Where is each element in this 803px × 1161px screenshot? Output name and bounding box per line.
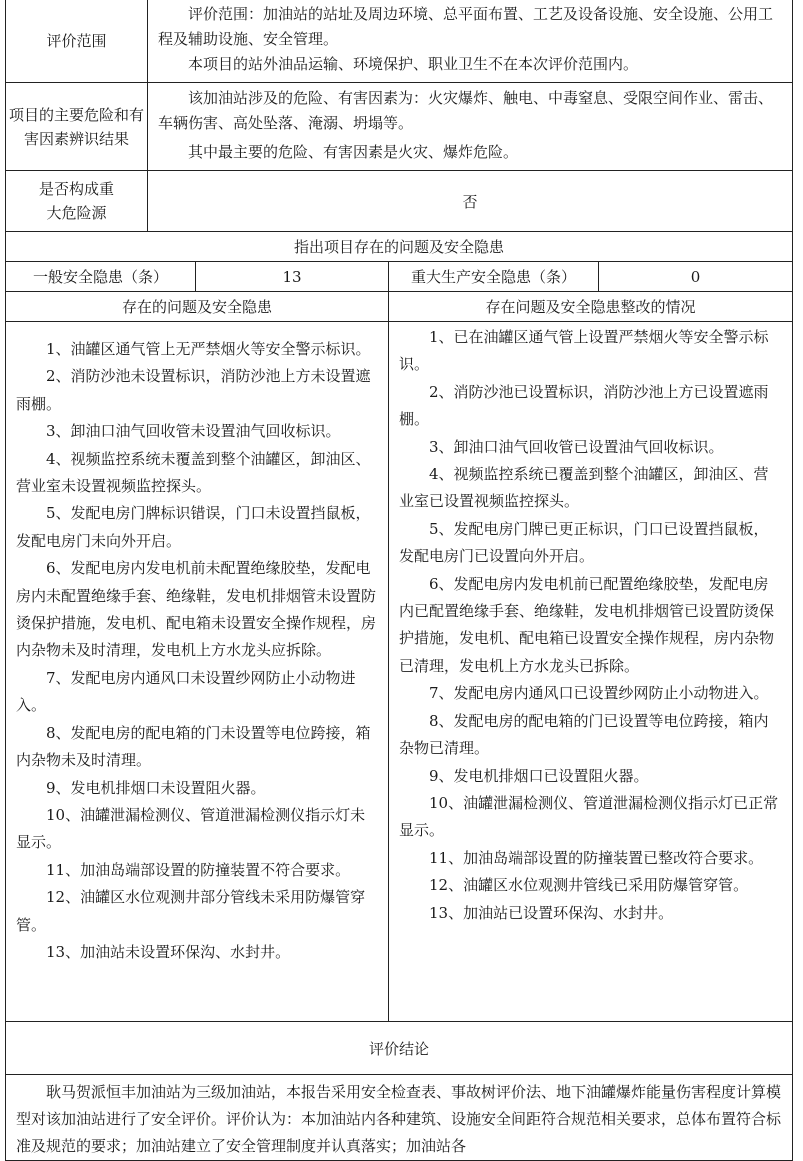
general-hazard-label: 一般安全隐患（条） [6, 262, 196, 292]
general-hazard-count: 13 [196, 262, 389, 292]
scope-row [6, 0, 793, 83]
problem-item: 2、消防沙池未设置标识，消防沙池上方未设置遮雨棚。 [16, 367, 371, 413]
counts-row [6, 262, 793, 292]
conclusion-header-row [6, 1022, 793, 1075]
problem-item: 1、油罐区通气管上无严禁烟火等安全警示标识。 [46, 340, 371, 358]
rectification-item: 13、加油站已设置环保沟、水封井。 [429, 903, 674, 922]
columns-header-row [6, 292, 793, 322]
scope-paragraph-2: 本项目的站外油品运输、环境保护、职业卫生不在本次评价范围内。 [188, 55, 639, 73]
rectification-item: 12、油罐区水位观测井管线已采用防爆管穿管。 [429, 876, 749, 895]
conclusion-header: 评价结论 [6, 1022, 793, 1075]
rectifications-list [389, 322, 793, 1022]
issues-title: 指出项目存在的问题及安全隐患 [6, 232, 793, 262]
rectification-item: 5、发配电房门牌已更正标识，门口已设置挡鼠板，发配电房门已设置向外开启。 [399, 519, 769, 566]
scope-paragraph-1: 评价范围：加油站的站址及周边环境、总平面布置、工艺及设备设施、安全设施、公用工程及辅助设施、安全管理。 [158, 5, 774, 48]
major-hazard-label: 是否构成重大危险源 [6, 171, 148, 232]
major-hazard-count: 0 [599, 262, 793, 292]
problems-header: 存在的问题及安全隐患 [6, 292, 389, 322]
rectification-item: 8、发配电房的配电箱的门已设置等电位跨接，箱内杂物已清理。 [399, 711, 769, 758]
rectification-item: 9、发电机排烟口已设置阻火器。 [429, 766, 649, 785]
problem-item: 3、卸油口油气回收管未设置油气回收标识。 [46, 422, 341, 441]
major-hazard-count-label: 重大生产安全隐患（条） [389, 262, 599, 292]
problem-item: 12、油罐区水位观测井部分管线未采用防爆管穿管。 [16, 888, 366, 934]
problem-item: 10、油罐泄漏检测仪、管道泄漏检测仪指示灯未显示。 [16, 805, 366, 852]
rectification-item: 2、消防沙池已设置标识，消防沙池上方已设置遮雨棚。 [399, 382, 769, 429]
rectification-item: 10、油罐泄漏检测仪、管道泄漏检测仪指示灯已正常显示。 [399, 793, 779, 840]
hazards-label: 项目的主要危险和有害因素辨识结果 [6, 83, 148, 171]
hazards-content [148, 83, 793, 171]
problem-item: 9、发电机排烟口未设置阻火器。 [46, 778, 266, 797]
conclusion-content [6, 1075, 793, 1161]
problem-item: 13、加油站未设置环保沟、水封井。 [46, 942, 291, 961]
problem-item: 4、视频监控系统未覆盖到整个油罐区，卸油区、营业室未设置视频监控探头。 [16, 449, 371, 496]
hazards-row [6, 83, 793, 171]
rectification-item: 6、发配电房内发电机前已配置绝缘胶垫，发配电房内已配置绝缘手套、绝缘鞋，发电机排烟管已设置防烫保护措施，发电机、配电箱已设置安全操作规程，房内杂物已清理，发电机上方水龙头已拆除。 [399, 574, 775, 675]
major-hazard-row [6, 171, 793, 232]
problem-item: 5、发配电房门牌标识错误，门口未设置挡鼠板，发配电房门未向外开启。 [16, 504, 371, 550]
rectification-item: 7、发配电房内通风口已设置纱网防止小动物进入。 [429, 684, 769, 703]
rectification-header: 存在问题及安全隐患整改的情况 [389, 292, 793, 322]
rectification-item: 11、加油岛端部设置的防撞装置已整改符合要求。 [429, 848, 764, 867]
problems-list [6, 322, 389, 1022]
major-hazard-value: 否 [148, 171, 793, 232]
conclusion-row [6, 1075, 793, 1161]
hazards-paragraph-2: 其中最主要的危险、有害因素是火灾、爆炸危险。 [188, 143, 519, 161]
problem-item: 7、发配电房内通风口未设置纱网防止小动物进入。 [16, 668, 356, 715]
rectification-item: 4、视频监控系统已覆盖到整个油罐区，卸油区、营业室已设置视频监控探头。 [399, 465, 769, 511]
rectification-item: 1、已在油罐区通气管上设置严禁烟火等安全警示标识。 [399, 328, 769, 374]
issues-title-row [6, 232, 793, 262]
scope-label: 评价范围 [6, 0, 148, 83]
problem-item: 11、加油岛端部设置的防撞装置不符合要求。 [46, 860, 351, 879]
scope-content [148, 0, 793, 83]
problem-item: 6、发配电房内发电机前未配置绝缘胶垫，发配电房内未配置绝缘手套、绝缘鞋，发电机排烟管未设置防烫保护措施，发电机、配电箱未设置安全操作规程，房内杂物未及时清理，发电机上方水龙头应拆除。 [16, 559, 377, 660]
conclusion-text: 耿马贺派恒丰加油站为三级加油站，本报告采用安全检查表、事故树评价法、地下油罐爆炸能量伤害程度计算模型对该加油站进行了安全评价。评价认为：本加油站内各种建筑、设施安全间距符合规范相关要求，总体布置符合标准及规范的要求；加油站建立了安全管理制度并认真落实；加油站各 [16, 1083, 782, 1155]
rectification-item: 3、卸油口油气回收管已设置油气回收标识。 [429, 437, 724, 456]
hazards-paragraph-1: 该加油站涉及的危险、有害因素为：火灾爆炸、触电、中毒窒息、受限空间作业、雷击、车辆伤害、高处坠落、淹溺、坍塌等。 [158, 89, 774, 132]
problem-item: 8、发配电房的配电箱的门未设置等电位跨接，箱内杂物未及时清理。 [16, 723, 371, 770]
issues-list-row [6, 322, 793, 1022]
evaluation-table [5, 0, 793, 1161]
